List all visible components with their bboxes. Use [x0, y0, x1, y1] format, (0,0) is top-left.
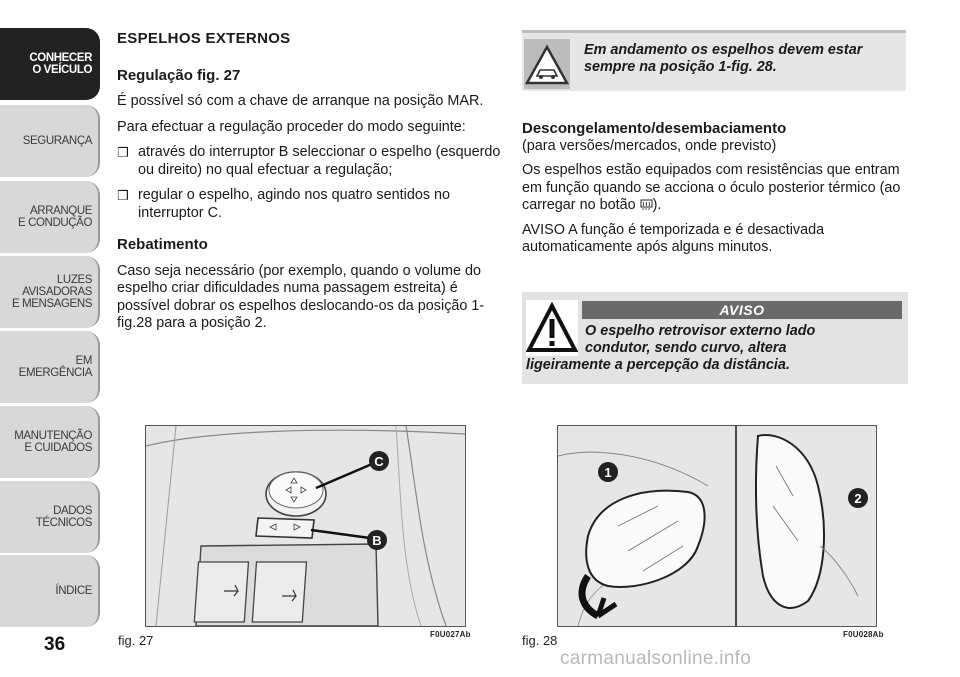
paragraph: AVISO A função é temporizada e é desactivada automaticamente após alguns minutos.	[522, 221, 825, 255]
car-warning-icon	[524, 39, 570, 89]
tab-label: ÍNDICE	[55, 585, 92, 597]
list-item-text: através do interruptor B seleccionar o espelho (esquerdo ou direito) no qual efectuar a regulação;	[138, 144, 501, 178]
defrost-heading: Descongelamento/desembaciamento	[522, 120, 787, 137]
tab-em-emergencia[interactable]	[0, 331, 100, 403]
label-c: C	[374, 454, 384, 469]
tab-label: CONHECER O VEÍCULO	[29, 52, 92, 76]
checkbox-bullet-icon: ❒	[117, 145, 129, 160]
rear-defrost-icon	[640, 198, 653, 209]
paragraph: É possível só com a chave de arranque na posição MAR.	[117, 93, 484, 109]
checkbox-bullet-icon: ❒	[117, 188, 129, 203]
figure-28-code: F0U028Ab	[843, 630, 884, 639]
tab-dados-tecnicos[interactable]	[0, 481, 100, 553]
tab-arranque-e-conducao[interactable]	[0, 181, 100, 253]
paragraph: Para efectuar a regulação proceder do modo seguinte:	[117, 118, 466, 135]
tab-luzes-avisadoras[interactable]	[0, 256, 100, 328]
figure-27	[145, 425, 466, 627]
page-number: 36	[44, 634, 66, 655]
folding-mirror-illustration	[558, 426, 876, 626]
figure-27-code: F0U027Ab	[430, 630, 471, 639]
watermark: carmanualsonline.info	[560, 648, 752, 669]
tab-label: SEGURANÇA	[22, 135, 92, 147]
figure-27-caption: fig. 27	[118, 633, 154, 648]
warning-box	[522, 292, 908, 384]
figure-28	[557, 425, 877, 627]
tab-label: LUZES AVISADORAS E MENSAGENS	[12, 274, 92, 310]
list-item-text: regular o espelho, agindo nos quatro sentidos no interruptor C.	[138, 187, 451, 221]
defrost-subtitle: (para versões/mercados, onde previsto)	[522, 137, 777, 154]
list-item	[117, 144, 502, 179]
tab-conhecer-o-veiculo[interactable]	[0, 28, 100, 100]
tab-label: MANUTENÇÃO E CUIDADOS	[14, 430, 92, 454]
tab-label: ARRANQUE E CONDUÇÃO	[18, 205, 92, 229]
tab-label: EM EMERGÊNCIA	[18, 355, 92, 379]
paragraph: Caso seja necessário (por exemplo, quando o volume do espelho criar dificuldades numa passagem estreita) é possível dobrar os espelhos deslocando-os da posição 1-fig.28 para a posição 2.	[117, 262, 485, 331]
figure-28-caption: fig. 28	[522, 633, 558, 648]
paragraph: Os espelhos estão equipados com resistências que entram em função quando se acciona o óculo posterior térmico (ao carregar no botão ).	[522, 162, 901, 213]
tab-label: DADOS TÉCNICOS	[35, 505, 92, 529]
regulacao-heading: Regulação fig. 27	[117, 66, 241, 84]
mirror-switch-illustration	[146, 426, 465, 626]
warning-text: O espelho retrovisor externo lado condutor, sendo curvo, altera ligeiramente a percepção da distância.	[526, 323, 816, 373]
tab-manutencao[interactable]	[0, 406, 100, 478]
label-b: B	[372, 533, 382, 548]
note-text: Em andamento os espelhos devem estar sempre na posição 1-fig. 28.	[584, 42, 863, 75]
label-2: 2	[854, 491, 862, 506]
tab-indice[interactable]	[0, 555, 100, 627]
warning-label: AVISO	[582, 301, 902, 319]
section-title: ESPELHOS EXTERNOS	[117, 30, 291, 47]
left-column	[117, 30, 502, 341]
tab-seguranca[interactable]	[0, 105, 100, 177]
list-item	[117, 187, 502, 222]
rebatimento-heading: Rebatimento	[117, 236, 208, 253]
defrost-section	[522, 120, 908, 264]
label-1: 1	[604, 465, 612, 480]
note-box	[522, 30, 906, 91]
